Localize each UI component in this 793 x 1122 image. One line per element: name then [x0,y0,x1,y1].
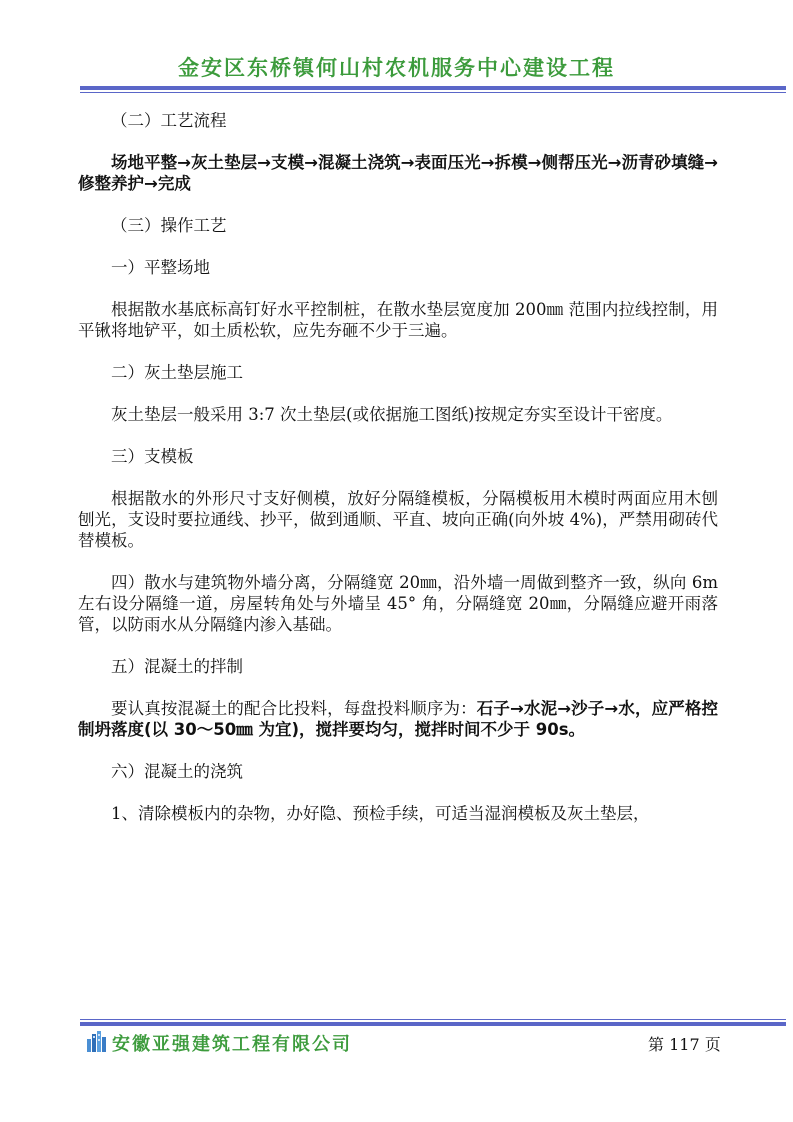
paragraph-mixing [78,698,718,740]
subheading-cushion: 二）灰土垫层施工 [111,363,243,382]
footer-rule-thin [80,1019,786,1020]
paragraph-leveling: 根据散水基底标高钉好水平控制桩，在散水垫层宽度加 200㎜ 范围内拉线控制，用平锹将地铲平，如土质松软，应先夯砸不少于三遍。 [78,300,718,340]
subheading-pouring: 六）混凝土的浇筑 [111,762,243,781]
header-title: 金安区东桥镇何山村农机服务中心建设工程 [178,56,615,80]
paragraph-separation: 四）散水与建筑物外墙分离，分隔缝宽 20㎜，沿外墙一周做到整齐一致，纵向 6m 左右设分隔缝一道，房屋转角处与外墙呈 45° 角，分隔缝宽 20㎜，分隔缝应避开雨落管，以防雨水从分隔缝内渗入基础。 [78,573,718,634]
paragraph-cushion: 灰土垫层一般采用 3:7 次土垫层(或依据施工图纸)按规定夯实至设计干密度。 [111,405,673,424]
mixing-text-bold: 石子→水泥→沙子→水，应严格控制坍落度(以 30～50㎜ 为宜)，搅拌要均匀，搅拌时间不少于 90s。 [78,699,718,739]
process-flow: 场地平整→灰土垫层→支模→混凝土浇筑→表面压光→拆模→侧帮压光→沥青砂填缝→修整养护→完成 [78,153,718,193]
subheading-formwork: 三）支模板 [111,447,194,466]
footer-rule-thick [80,1022,786,1026]
section-heading-operation: （三）操作工艺 [111,216,227,235]
header-rule-thick [80,86,786,90]
footer-company: 安徽亚强建筑工程有限公司 [112,1034,352,1055]
paragraph-formwork: 根据散水的外形尺寸支好侧模，放好分隔缝模板，分隔模板用木模时两面应用木刨刨光，支设时要拉通线、抄平，做到通顺、平直、坡向正确(向外坡 4%)，严禁用砌砖代替模板。 [78,489,718,550]
mixing-text: 要认真按混凝土的配合比投料，每盘投料顺序为： [111,699,477,718]
paragraph-pouring: 1、清除模板内的杂物，办好隐、预检手续，可适当湿润模板及灰土垫层， [111,804,650,823]
page-number: 第 117 页 [648,1035,721,1054]
building-logo-icon [86,1030,108,1052]
subheading-leveling: 一）平整场地 [111,258,210,277]
page-body [78,100,718,845]
section-heading-process: （二）工艺流程 [111,111,227,130]
subheading-mixing: 五）混凝土的拌制 [111,657,243,676]
header-rule-thin [80,92,786,93]
